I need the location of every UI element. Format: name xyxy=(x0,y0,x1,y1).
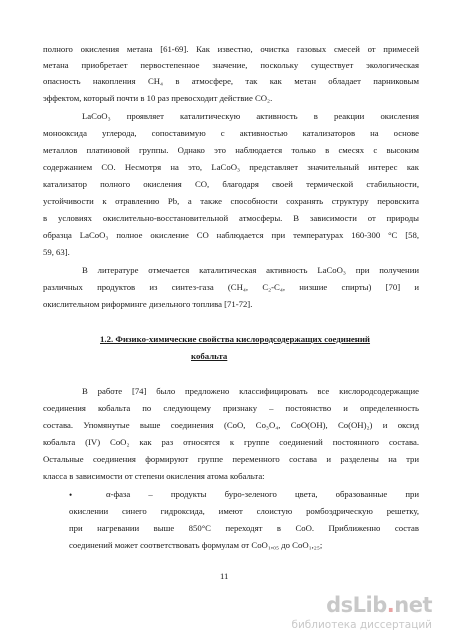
text-line: класса в зависимости от степени окисления атома кобальта: xyxy=(43,471,265,481)
text-line: 59, 63]. xyxy=(43,247,70,257)
watermark-subtitle: библиотека диссертаций xyxy=(291,619,432,631)
section-heading: кобальта xyxy=(191,351,228,361)
text-line: катализатор полного окисления CO, благодаря своей термической стабильности, xyxy=(43,179,419,189)
text-line: опасность накопления CH₄ в атмосфере, так как метан обладает парниковым xyxy=(43,76,419,86)
logo-tld: net xyxy=(394,593,432,617)
text-line: состава. Упомянутые выше соединения (CoO, Co₃O₄, CoO(OH), Co(OH)₂) и оксид xyxy=(43,420,419,430)
text-line: монооксида углерода, сопоставимую с активностью катализаторов на основе xyxy=(43,128,419,138)
text-line: образца LaCoO₃ полное окисление CO наблюдается при температурах 160-300 °C [58, xyxy=(43,230,419,240)
text-line: соединений может соответствовать формулам от CoO₁,₀₅ до CoO₁,₂₅; xyxy=(69,540,323,550)
text-line: эффектом, который почти в 10 раз превосходит действие CO₂. xyxy=(43,93,273,103)
text-line: при нагревании выше 850°C переходят в CoO. Приближенно состав xyxy=(69,523,419,533)
watermark-logo xyxy=(326,593,432,617)
text-line: устойчивости к отравлению Pb, а также способности сохранять структуру перовскита xyxy=(43,196,419,206)
text-line: окислении синего гидроксида, имеют слоистую ромбоэдрическую решетку, xyxy=(69,506,419,516)
text-line: LaCoO₃ проявляет каталитическую активность в реакции окисления xyxy=(82,111,419,121)
text-line: Остальные соединения формируют группе переменного состава и разделены на три xyxy=(43,454,419,464)
bullet-icon: • xyxy=(69,490,73,500)
logo-dot: . xyxy=(386,593,395,617)
text-line: металлов платиновой группы. Однако это наблюдается только в смесях с высоким xyxy=(43,145,419,155)
text-line: В работе [74] было предложено классифицировать все кислородсодержащие xyxy=(82,386,419,396)
text-line: различных продуктов из синтез-газа (CH₄, C₂-C₄, низшие спирты) [70] и xyxy=(43,282,419,292)
text-line: кобальта (IV) CoO₂ как раз относятся к группе соединений постоянного состава. xyxy=(43,437,419,447)
watermark[interactable] xyxy=(280,591,450,636)
page-number: 11 xyxy=(220,571,229,581)
logo-main: dsLib xyxy=(326,593,387,617)
text-line: полного окисления метана [61-69]. Как известно, очистка газовых смесей от примесей xyxy=(43,44,419,54)
text-line: содержанием CO. Несмотря на это, LaCoO₃ представляет значительный интерес как xyxy=(43,162,419,172)
text-line: в условиях окислительно-восстановительной атмосферы. В зависимости от природы xyxy=(43,213,419,223)
text-line: В литературе отмечается каталитическая активность LaCoO₃ при получении xyxy=(82,265,419,275)
text-line: соединения кобальта по следующему признаку – постоянство и определенность xyxy=(43,403,419,413)
text-line: α-фаза – продукты буро-зеленого цвета, образованные при xyxy=(106,489,419,499)
text-line: метана приобретает первостепенное значение, поскольку существует экологическая xyxy=(43,60,419,70)
text-line: окислительном риформинге дизельного топлива [71-72]. xyxy=(43,299,253,309)
section-heading: 1.2. Физико-химические свойства кислородсодержащих соединений xyxy=(100,334,371,344)
